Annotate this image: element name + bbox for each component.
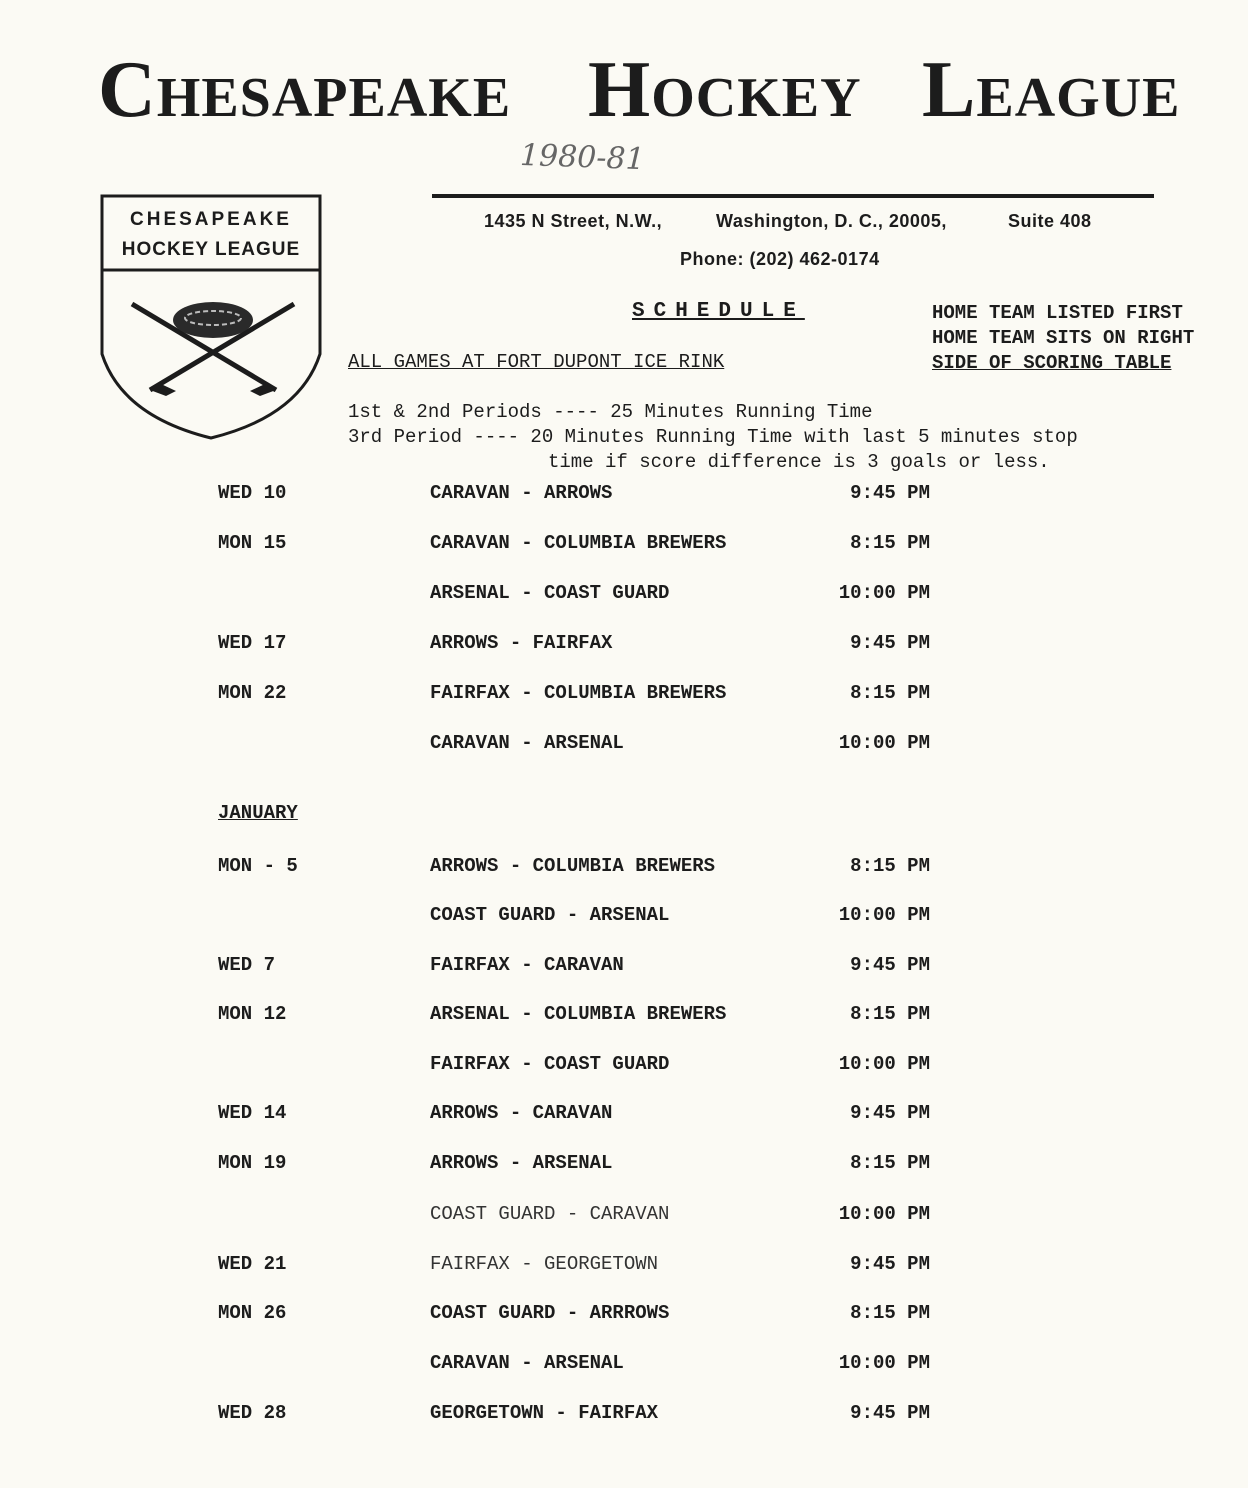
game-time: 10:00 PM [838,904,930,926]
game-match: COAST GUARD - ARRROWS [430,1302,670,1324]
title-word-3: League [922,46,1181,134]
game-row [0,682,1248,712]
header-rule [432,194,1154,198]
game-match: FAIRFAX - CARAVAN [430,954,624,976]
game-match: CARAVAN - COLUMBIA BREWERS [430,532,727,554]
game-row [0,954,1248,984]
game-row [0,1152,1248,1182]
league-logo [100,194,322,440]
city-address: Washington, D. C., 20005, [716,211,947,231]
game-row [0,1203,1248,1233]
home-note-3: SIDE OF SCORING TABLE [932,352,1172,374]
game-time: 8:15 PM [850,1152,930,1174]
game-row [0,482,1248,512]
game-time: 8:15 PM [850,682,930,704]
game-match: ARSENAL - COAST GUARD [430,582,670,604]
game-row [0,1102,1248,1132]
home-note-2: HOME TEAM SITS ON RIGHT [932,327,1195,349]
game-time: 9:45 PM [850,632,930,654]
game-time: 9:45 PM [850,482,930,504]
game-day: WED 10 [218,482,287,504]
game-row [0,904,1248,934]
title-word-1: Chesapeake [98,46,512,134]
game-row [0,582,1248,612]
game-day: MON 22 [218,682,287,704]
home-note-1: HOME TEAM LISTED FIRST [932,302,1183,324]
phone-number: Phone: (202) 462-0174 [680,249,880,269]
game-row [0,532,1248,562]
game-row [0,1352,1248,1382]
street-address: 1435 N Street, N.W., [484,211,663,231]
game-row [0,1003,1248,1033]
game-time: 10:00 PM [838,732,930,754]
game-time: 10:00 PM [838,1203,930,1225]
game-day: WED 14 [218,1102,287,1124]
game-match: CARAVAN - ARSENAL [430,1352,624,1374]
game-time: 10:00 PM [838,1053,930,1075]
game-match: COAST GUARD - ARSENAL [430,904,670,926]
game-day: MON 12 [218,1003,287,1025]
game-day: WED 28 [218,1402,287,1424]
game-day: WED 7 [218,954,276,976]
game-time: 8:15 PM [850,1302,930,1324]
game-match: FAIRFAX - GEORGETOWN [430,1253,659,1275]
rules-line-2: 3rd Period ---- 20 Minutes Running Time with last 5 minutes stop [348,426,1078,448]
game-time: 9:45 PM [850,954,930,976]
game-day: MON 26 [218,1302,287,1324]
game-match: CARAVAN - ARROWS [430,482,613,504]
game-row [0,855,1248,885]
game-match: GEORGETOWN - FAIRFAX [430,1402,659,1424]
game-time: 10:00 PM [838,582,930,604]
game-time: 9:45 PM [850,1102,930,1124]
handwritten-year: 1980-81 [519,137,646,178]
game-match: CARAVAN - ARSENAL [430,732,624,754]
game-match: ARROWS - COLUMBIA BREWERS [430,855,716,877]
game-match: FAIRFAX - COLUMBIA BREWERS [430,682,727,704]
game-day: WED 17 [218,632,287,654]
month-heading: JANUARY [218,802,298,824]
game-time: 9:45 PM [850,1402,930,1424]
game-row [0,632,1248,662]
game-row [0,1402,1248,1432]
game-time: 9:45 PM [850,1253,930,1275]
game-match: ARROWS - FAIRFAX [430,632,613,654]
rink-note: ALL GAMES AT FORT DUPONT ICE RINK [348,351,725,373]
game-row [0,1253,1248,1283]
game-day: MON 15 [218,532,287,554]
schedule-heading: SCHEDULE [632,300,805,323]
game-time: 8:15 PM [850,855,930,877]
rules-line-3: time if score difference is 3 goals or less. [548,451,1050,473]
game-day: MON 19 [218,1152,287,1174]
game-day: MON - 5 [218,855,298,877]
game-time: 8:15 PM [850,1003,930,1025]
rules-line-1: 1st & 2nd Periods ---- 25 Minutes Running Time [348,401,873,423]
logo-line-1: CHESAPEAKE [130,209,292,230]
logo-line-2: HOCKEY LEAGUE [121,239,301,260]
title-word-2: Hockey [588,46,862,134]
suite-number: Suite 408 [1008,211,1092,231]
game-match: ARROWS - CARAVAN [430,1102,613,1124]
game-match: COAST GUARD - CARAVAN [430,1203,670,1225]
game-day: WED 21 [218,1253,287,1275]
game-time: 8:15 PM [850,532,930,554]
game-match: ARSENAL - COLUMBIA BREWERS [430,1003,727,1025]
game-row [0,1053,1248,1083]
game-time: 10:00 PM [838,1352,930,1374]
game-match: ARROWS - ARSENAL [430,1152,613,1174]
game-row [0,732,1248,762]
game-match: FAIRFAX - COAST GUARD [430,1053,670,1075]
game-row [0,1302,1248,1332]
